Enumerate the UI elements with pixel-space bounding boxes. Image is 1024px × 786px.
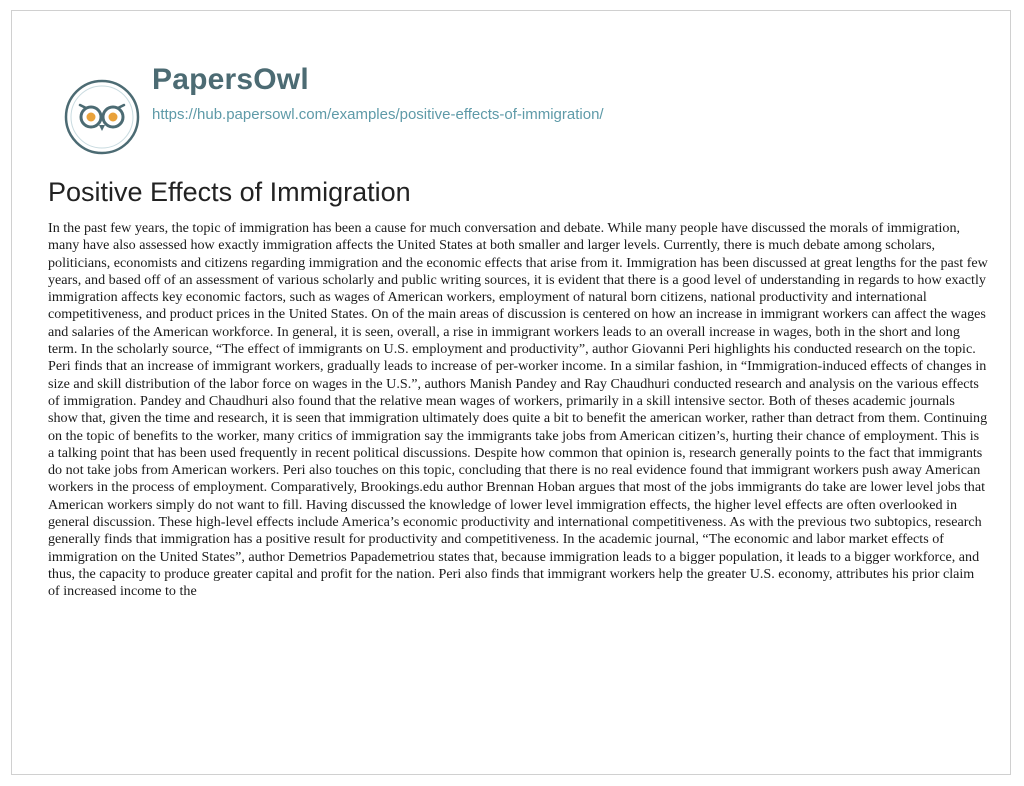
- article-body: In the past few years, the topic of immigration has been a cause for much conversation and debate. While many people have discussed the morals of immigration, many have also assessed how exactly immigration affects the United States at both smaller and larger levels. Currently, there is much debate among scholars, politicians, economists and citizens regarding immigration and the economic effects that arise from it. Immigration has been discussed at great lengths for the past few years, and based off of an assessment of various scholarly and public writing sources, it is evident that there is a good level of understanding in regards to how exactly immigration affects key economic factors, such as wages of American workers, employment of natural born citizens, national productivity and international competitiveness, and product prices in the United States. On of the main areas of discussion is centered on how an increase in immigrant workers can affect the wages and salaries of the American workforce. In general, it is seen, overall, a rise in immigrant workers leads to an overall increase in wages, both in the short and long term. In the scholarly source, “The effect of immigrants on U.S. employment and productivity”, author Giovanni Peri highlights his conducted research on the topic. Peri finds that an increase of immigrant workers, gradually leads to increase of per-worker income. In a similar fashion, in “Immigration-induced effects of changes in size and skill distribution of the labor force on wages in the U.S.”, authors Manish Pandey and Ray Chaudhuri conducted research and analysis on the various effects of immigration. Pandey and Chaudhuri also found that the relative mean wages of workers, primarily in a skill intensive sector. Both of theses academic journals show that, given the time and research, it is seen that immigration ultimately does quite a bit to benefit the american worker, rather than detract from them. Continuing on the topic of benefits to the worker, many critics of immigration say the immigrants take jobs from American citizen’s, hurting their chance of employment. This is a talking point that has been used frequently in recent political discussions. Despite how common that opinion is, research generally points to the fact that immigrants do not take jobs from American workers. Peri also touches on this topic, concluding that there is no real evidence found that immigrant workers push away American workers in the process of employment. Comparatively, Brookings.edu author Brennan Hoban argues that most of the jobs immigrants do take are lower level jobs that American workers simply do not want to fill. Having discussed the knowledge of lower level immigration effects, the higher level effects are often overlooked in general discussion. These high-level effects include America’s economic productivity and international competitiveness. As with the previous two subtopics, research generally finds that immigration has a positive result for productivity and competitiveness. In the academic journal, “The economic and labor market effects of immigration on the United States”, author Demetrios Papademetriou states that, because immigration leads to a bigger population, it leads to a bigger workforce, and thus, the capacity to produce greater capital and profit for the nation. Peri also finds that immigrant workers help the greater U.S. economy, attributes his prior claim of increased income to the: [48, 220, 988, 600]
- source-url-link[interactable]: https://hub.papersowl.com/examples/positive-effects-of-immigration/: [152, 106, 604, 123]
- page-header: [12, 11, 1010, 169]
- owl-logo-icon: [52, 67, 152, 167]
- document-frame: [11, 10, 1011, 775]
- brand-name: PapersOwl: [152, 63, 309, 96]
- page-title: Positive Effects of Immigration: [48, 177, 411, 207]
